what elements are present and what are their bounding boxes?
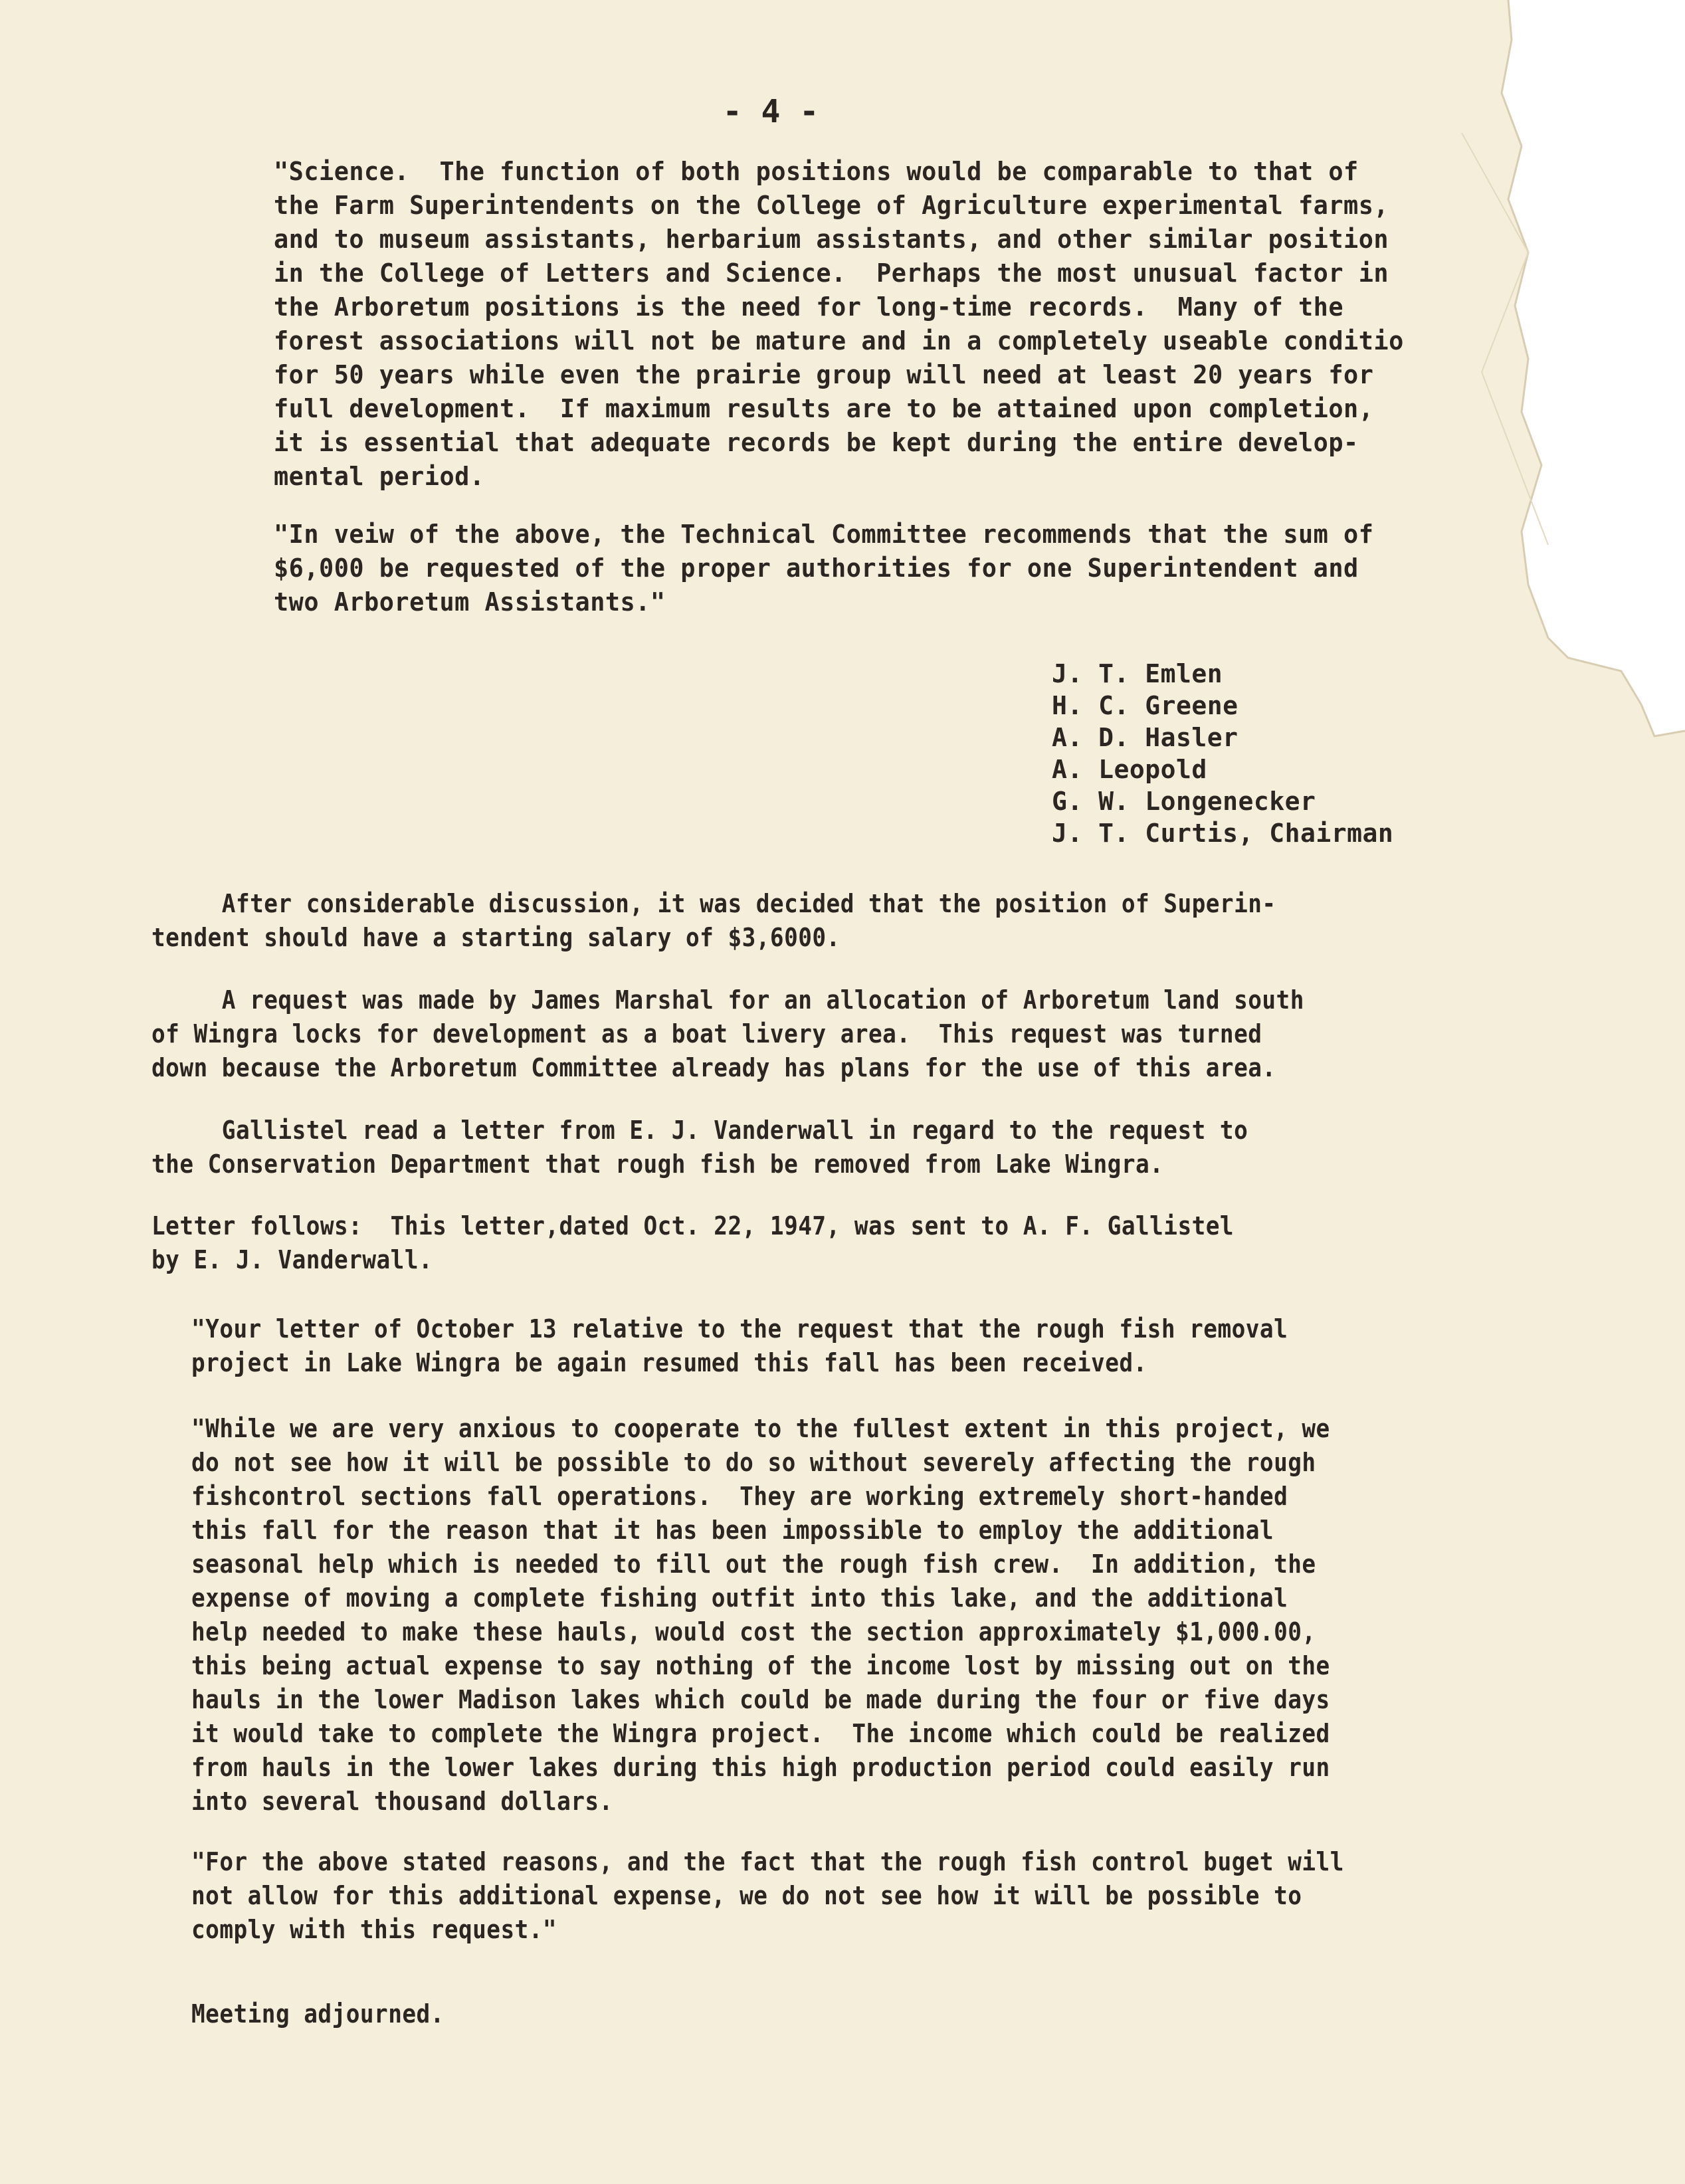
paragraph-letter-follows: Letter follows: This letter,dated Oct. 22, 1947, was sent to A. F. Gallistel by E. J. Vanderwall. bbox=[151, 1211, 1235, 1274]
paragraph-committee-recommendation: "In veiw of the above, the Technical Committee recommends that the sum of $6,000 be requested of the proper authorities for one Superintendent and two Arboretum Assistants." bbox=[274, 520, 1374, 617]
signature-longenecker: G. W. Longenecker bbox=[1052, 787, 1316, 816]
signature-curtis-chairman: J. T. Curtis, Chairman bbox=[1052, 819, 1394, 848]
signature-list bbox=[1052, 658, 1393, 849]
paragraph-letter-intro: "Your letter of October 13 relative to the request that the rough fish removal project in Lake Wingra be again resumed this fall has been received. bbox=[191, 1314, 1288, 1377]
signature-hasler: A. D. Hasler bbox=[1052, 723, 1239, 752]
paragraph-letter-closing: "For the above stated reasons, and the fact that the rough fish control buget will not allow for this additional expense, we do not see how it will be possible to comply with this request." bbox=[191, 1847, 1344, 1944]
paragraph-gallistel-letter: Gallistel read a letter from E. J. Vanderwall in regard to the request to the Conservation Department that rough fish be removed from Lake Wingra. bbox=[151, 1116, 1248, 1179]
signature-leopold: A. Leopold bbox=[1052, 755, 1207, 784]
signature-greene: H. C. Greene bbox=[1052, 691, 1239, 720]
paragraph-marshal-request: A request was made by James Marshal for an allocation of Arboretum land south of Wingra locks for development as a boat livery area. This request was turned down because the Arboretum Committee already has plans for the use of this area. bbox=[151, 985, 1304, 1082]
page-number: - 4 - bbox=[722, 93, 819, 130]
paragraph-superintendent-salary: After considerable discussion, it was decided that the position of Superin- tendent should have a starting salary of $3,6000. bbox=[151, 889, 1276, 952]
paragraph-meeting-adjourned: Meeting adjourned. bbox=[191, 1999, 445, 2029]
signature-emlen: J. T. Emlen bbox=[1052, 659, 1223, 688]
paragraph-letter-body: "While we are very anxious to cooperate to the fullest extent in this project, we do not see how it will be possible to do so without severely affecting the rough fishcontrol sections fall operations. They are working extremely short-handed this fall for the reason that it has been impossible to employ the additional seasonal help which is needed to fill out the rough fish crew. In addition, the expense of moving a complete fishing outfit into this lake, and the additional help needed to make these hauls, would cost the section approximately $1,000.00, this being actual expense to say nothing of the income lost by missing out on the hauls in the lower Madison lakes which could be made during the four or five days it would take to complete the Wingra project. The income which could be realized from hauls in the lower lakes during this high production period could easily run into several thousand dollars. bbox=[191, 1414, 1330, 1816]
paragraph-science-continued: "Science. The function of both positions would be comparable to that of the Farm Superintendents on the College of Agriculture experimental farms, and to museum assistants, herbarium assistants, and other similar position in the College of Letters and Science. Perhaps the most unusual factor in the Arboretum positions is the need for long-time records. Many of the forest associations will not be mature and in a completely useable conditio for 50 years while even the prairie group will need at least 20 years for full development. If maximum results are to be attained upon completion, it is essential that adequate records be kept during the entire develop- mental period. bbox=[274, 157, 1404, 491]
